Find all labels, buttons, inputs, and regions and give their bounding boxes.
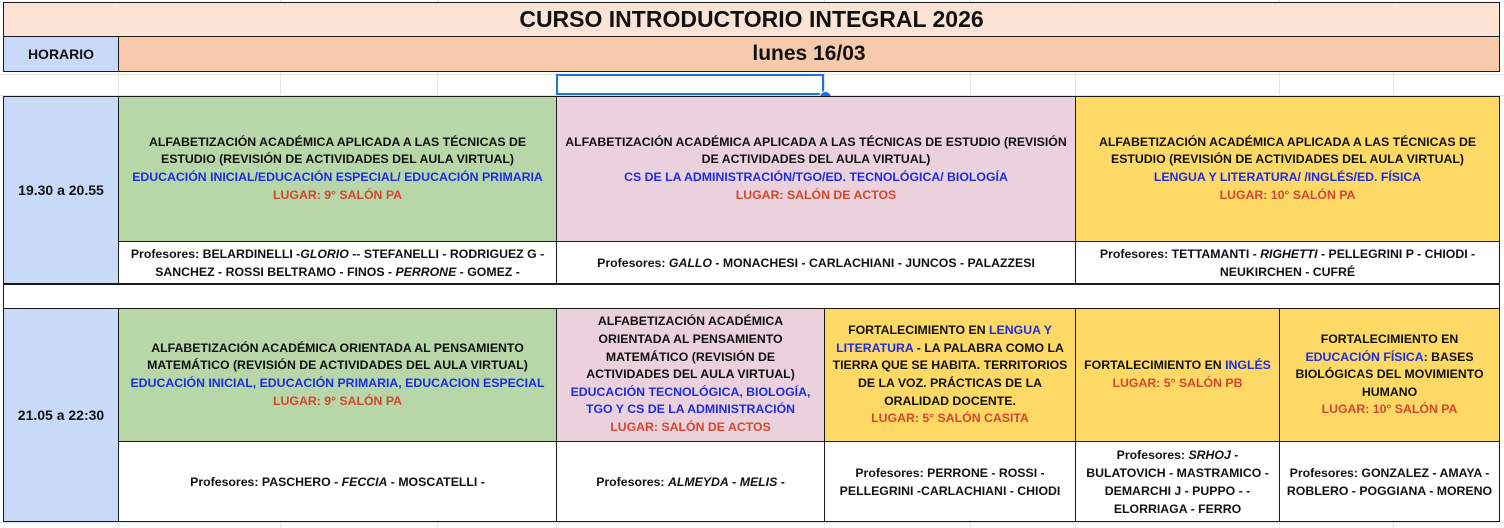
professors-text [597, 254, 1035, 272]
course-title: ALFABETIZACIÓN ACADÉMICA APLICADA A LAS TÉCNICAS DE ESTUDIO (REVISIÓN DE ACTIVIDADES DEL AULA VIRTUAL) [565, 134, 1067, 167]
course-place: LUGAR: 5° SALÓN CASITA [871, 411, 1029, 426]
day-header: lunes 16/03 [752, 42, 866, 65]
professors-label: Profesores: PASCHERO - [190, 474, 342, 489]
professors-names: -- STEFANELLI - RODRIGUEZ G - SANCHEZ - ROSSI BELTRAMO - FINOS - [155, 246, 545, 279]
course-subject: EDUCACIÓN FÍSICA [1305, 349, 1424, 364]
professors-names: - MOSCATELLI - [387, 474, 485, 489]
course-title: ALFABETIZACIÓN ACADÉMICA ORIENTADA AL PENSAMIENTO MATEMÁTICO (REVISIÓN DE ACTIVIDADES DEL AULA VIRTUAL) [586, 314, 795, 382]
professors-text [190, 473, 485, 491]
course-title-suffix: - LA PALABRA COMO LA TIERRA QUE SE HABITA. TERRITORIOS DE LA VOZ. PRÁCTICAS DE LA ORALIDAD DOCENTE. [832, 340, 1068, 408]
professors-text [596, 473, 785, 491]
professors-cell-b1-c3[interactable] [1075, 241, 1500, 284]
professor-name: GALLO [668, 255, 712, 270]
course-careers: EDUCACIÓN TECNOLÓGICA, BIOLOGÍA, TGO Y CS DE LA ADMINISTRACIÓN [570, 384, 811, 417]
course-place: LUGAR: 9° SALÓN PA [272, 187, 403, 202]
course-place: LUGAR: SALÓN DE ACTOS [735, 187, 897, 202]
professors-names: - MONACHESI - CARLACHIANI - JUNCOS - PALAZZESI [711, 255, 1035, 270]
time-cell-block2[interactable] [3, 308, 119, 522]
course-title [831, 322, 1069, 410]
course-cell-b2-c2[interactable] [556, 308, 825, 442]
professors-text [1081, 245, 1494, 281]
professors-label: Profesores: [1116, 447, 1189, 462]
professors-label: Profesores: [596, 474, 668, 489]
professors-label: Profesores: [597, 255, 669, 270]
course-place: LUGAR: 5° SALÓN PB [1112, 376, 1243, 390]
sheet-title-cell[interactable] [3, 2, 1500, 37]
professors-names: - GOMEZ - [456, 264, 520, 279]
professors-label: Profesores: BELARDINELLI - [130, 246, 301, 261]
course-title: ALFABETIZACIÓN ACADÉMICA ORIENTADA AL PENSAMIENTO MATEMÁTICO (REVISIÓN DE ACTIVIDADES DEL AULA VIRTUAL) [147, 340, 528, 373]
course-careers: EDUCACIÓN INICIAL, EDUCACIÓN PRIMARIA, EDUCACION ESPECIAL [130, 376, 545, 390]
course-careers: EDUCACIÓN INICIAL/EDUCACIÓN ESPECIAL/ EDUCACIÓN PRIMARIA [132, 170, 543, 184]
professor-name: FECCIA [341, 474, 388, 489]
professors-text: Profesores: GONZALEZ - AMAYA - ROBLERO - POGGIANA - MORENO [1286, 465, 1493, 498]
course-place: LUGAR: 10° SALÓN PA [1219, 187, 1356, 202]
professor-name: MELIS [739, 474, 778, 489]
course-cell-b1-c2[interactable] [556, 96, 1076, 242]
course-title: ALFABETIZACIÓN ACADÉMICA APLICADA A LAS TÉCNICAS DE ESTUDIO (REVISIÓN DE ACTIVIDADES DEL AULA VIRTUAL) [1098, 134, 1477, 167]
course-cell-b1-c1[interactable] [118, 96, 557, 242]
professors-names: - [728, 474, 740, 489]
course-title: ALFABETIZACIÓN ACADÉMICA APLICADA A LAS TÉCNICAS DE ESTUDIO (REVISIÓN DE ACTIVIDADES DEL AULA VIRTUAL) [148, 134, 527, 167]
course-cell-b1-c3[interactable] [1075, 96, 1500, 242]
course-subject: INGLÉS [1225, 358, 1271, 373]
professors-names: - BULATOVICH - MASTRAMICO - DEMARCHI J - PUPPO - - ELORRIAGA - FERRO [1086, 447, 1269, 516]
course-place: LUGAR: 9° SALÓN PA [272, 393, 403, 408]
course-title-prefix: FORTALECIMIENTO EN [848, 323, 990, 338]
professors-cell-b2-c5[interactable] [1279, 441, 1500, 522]
selected-cell[interactable] [556, 74, 824, 95]
professors-names: - PELLEGRINI P - CHIODI - NEUKIRCHEN - CUFRÉ [1219, 246, 1476, 279]
course-title-suffix: : BASES BIOLÓGICAS DEL MOVIMIENTO HUMANO [1295, 349, 1484, 399]
course-place: LUGAR: SALÓN DE ACTOS [610, 419, 771, 434]
day-header-cell[interactable] [118, 36, 1500, 72]
time-label: 19.30 a 20.55 [18, 182, 104, 198]
professors-text [1081, 446, 1274, 518]
course-title [1290, 331, 1489, 401]
professor-name: PERRONE [395, 264, 457, 279]
professors-names: - [777, 474, 785, 489]
time-label: 21.05 a 22:30 [17, 407, 105, 423]
course-cell-b2-c5[interactable] [1279, 308, 1500, 442]
course-careers: CS DE LA ADMINISTRACIÓN/TGO/ED. TECNOLÓGICA/ BIOLOGÍA [624, 170, 1008, 184]
professor-name: SRHOJ [1188, 447, 1231, 462]
professors-text [124, 245, 551, 281]
horario-header-cell[interactable] [3, 36, 119, 72]
spacer-row[interactable] [3, 284, 1500, 309]
professors-cell-b2-c3[interactable] [824, 441, 1076, 522]
course-title [1084, 357, 1271, 375]
professors-cell-b1-c2[interactable] [556, 241, 1076, 284]
professor-name: ALMEYDA [667, 474, 729, 489]
course-careers: LENGUA Y LITERATURA/ /INGLÉS/ED. FÍSICA [1153, 170, 1422, 184]
horario-header: HORARIO [27, 46, 95, 62]
sheet-title: CURSO INTRODUCTORIO INTEGRAL 2026 [519, 6, 984, 32]
course-title-prefix: FORTALECIMIENTO EN [1084, 358, 1226, 373]
course-cell-b2-c4[interactable] [1075, 308, 1280, 442]
course-cell-b2-c1[interactable] [118, 308, 557, 442]
course-subject: LENGUA Y LITERATURA [836, 323, 1052, 355]
course-place: LUGAR: 10° SALÓN PA [1321, 402, 1458, 417]
professors-label: Profesores: TETTAMANTI - [1099, 246, 1261, 261]
professors-cell-b2-c2[interactable] [556, 441, 825, 522]
professors-cell-b2-c1[interactable] [118, 441, 557, 522]
course-title-prefix: FORTALECIMIENTO EN [1320, 332, 1459, 347]
professors-text: Profesores: PERRONE - ROSSI - PELLEGRINI -CARLACHIANI - CHIODI [839, 465, 1061, 498]
professor-name: GLORIO [300, 246, 349, 261]
course-cell-b2-c3[interactable] [824, 308, 1076, 442]
professors-cell-b1-c1[interactable] [118, 241, 557, 284]
time-cell-block1[interactable] [3, 96, 119, 284]
gridline [0, 522, 1504, 523]
professor-name: RIGHETTI [1260, 246, 1318, 261]
professors-cell-b2-c4[interactable] [1075, 441, 1280, 522]
